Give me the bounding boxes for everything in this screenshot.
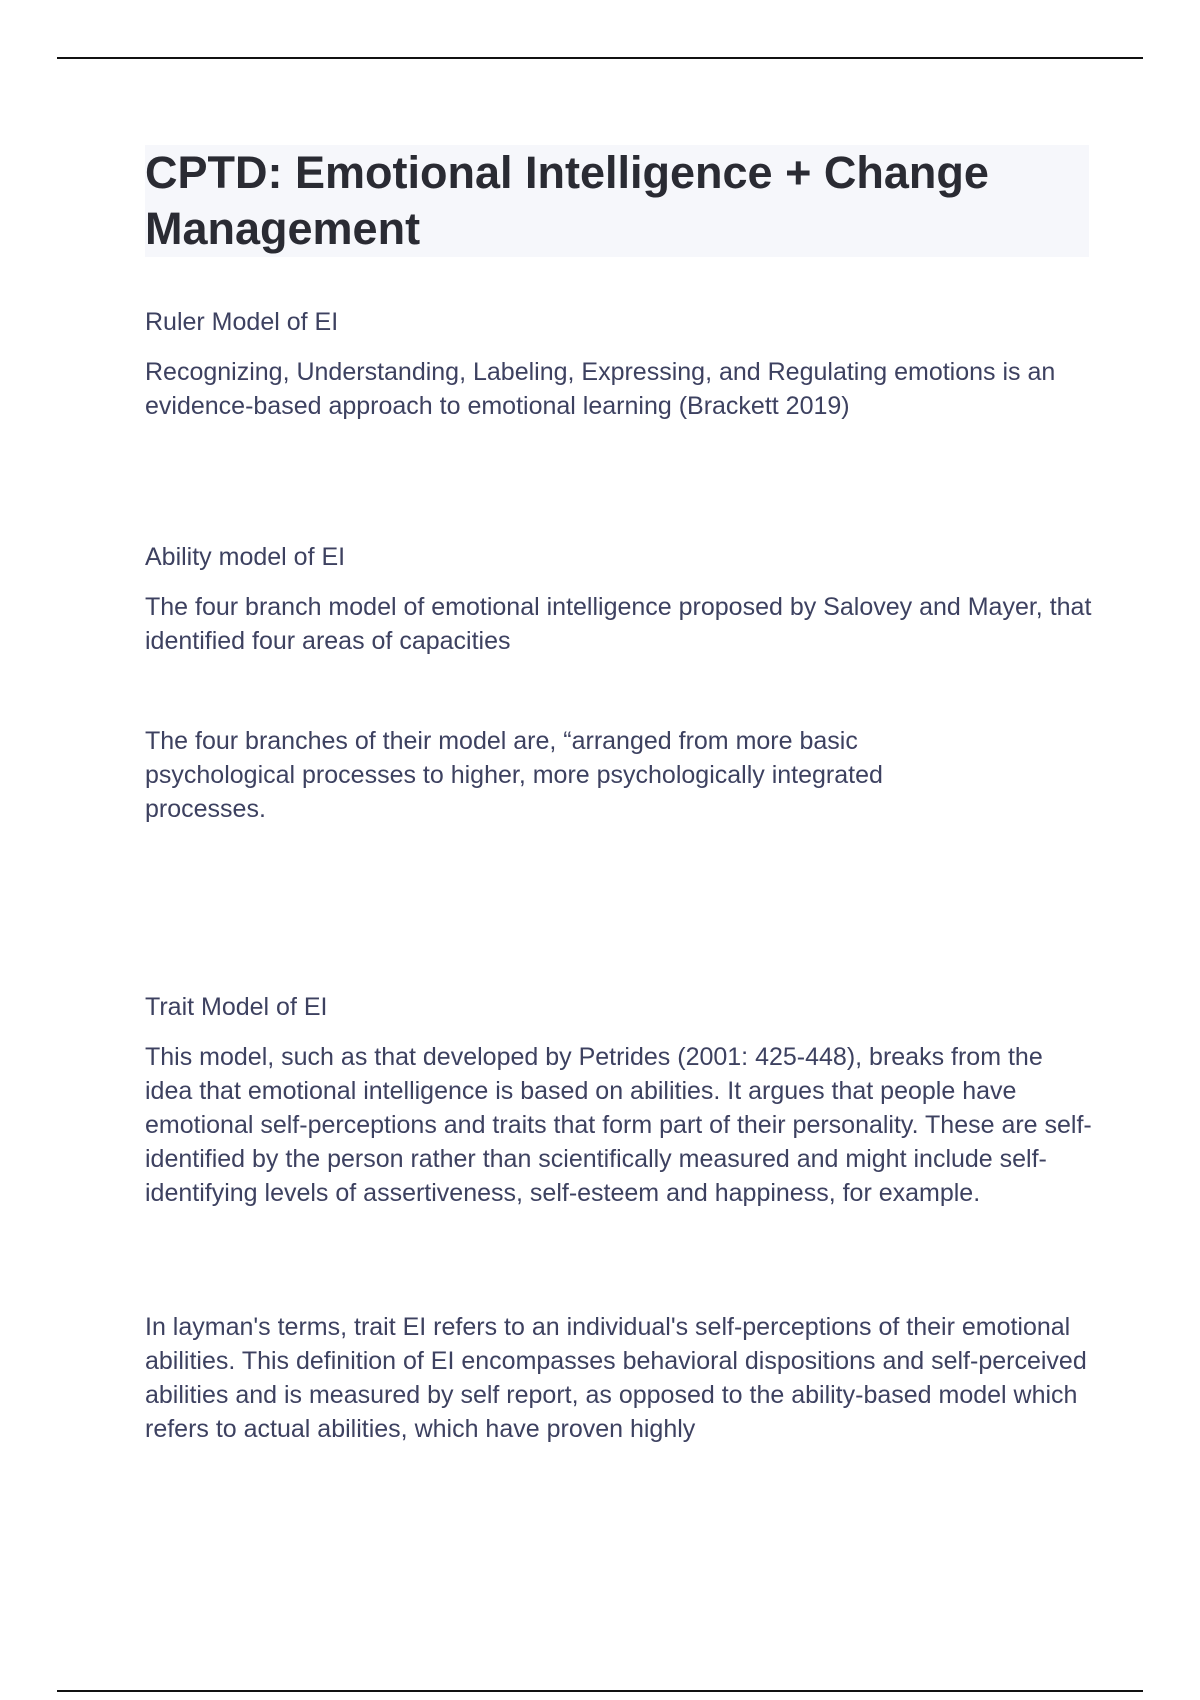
bottom-divider xyxy=(57,1690,1143,1692)
title-block xyxy=(145,145,1089,257)
page-title: CPTD: Emotional Intelligence + Change Management xyxy=(145,147,989,254)
definition-ruler-model: Recognizing, Understanding, Labeling, Expressing, and Regulating emotions is an evidence-based approach to emotional learning (Brackett 2019) xyxy=(145,358,1056,420)
definition-ability-model: The four branch model of emotional intelligence proposed by Salovey and Mayer, that identified four areas of capacities xyxy=(145,593,1092,655)
definition-ability-model-branches: The four branches of their model are, “arranged from more basic psychological processes to higher, more psychologically integrated processes. xyxy=(145,727,883,823)
term-trait-model: Trait Model of EI xyxy=(145,993,328,1021)
top-divider xyxy=(57,57,1143,59)
term-ruler-model: Ruler Model of EI xyxy=(145,308,339,336)
definition-trait-model: This model, such as that developed by Petrides (2001: 425-448), breaks from the idea that emotional intelligence is based on abilities. It argues that people have emotional self-perceptions and traits that form part of their personality. These are self-identified by the person rather than scientifically measured and might include self-identifying levels of assertiveness, self-esteem and happiness, for example. xyxy=(145,1043,1092,1207)
term-ability-model: Ability model of EI xyxy=(145,543,346,571)
definition-trait-model-layman: In layman's terms, trait EI refers to an individual's self-perceptions of their emotional abilities. This definition of EI encompasses behavioral dispositions and self-perceived abilities and is measured by self report, as opposed to the ability-based model which refers to actual abilities, which have proven highly xyxy=(145,1313,1087,1443)
